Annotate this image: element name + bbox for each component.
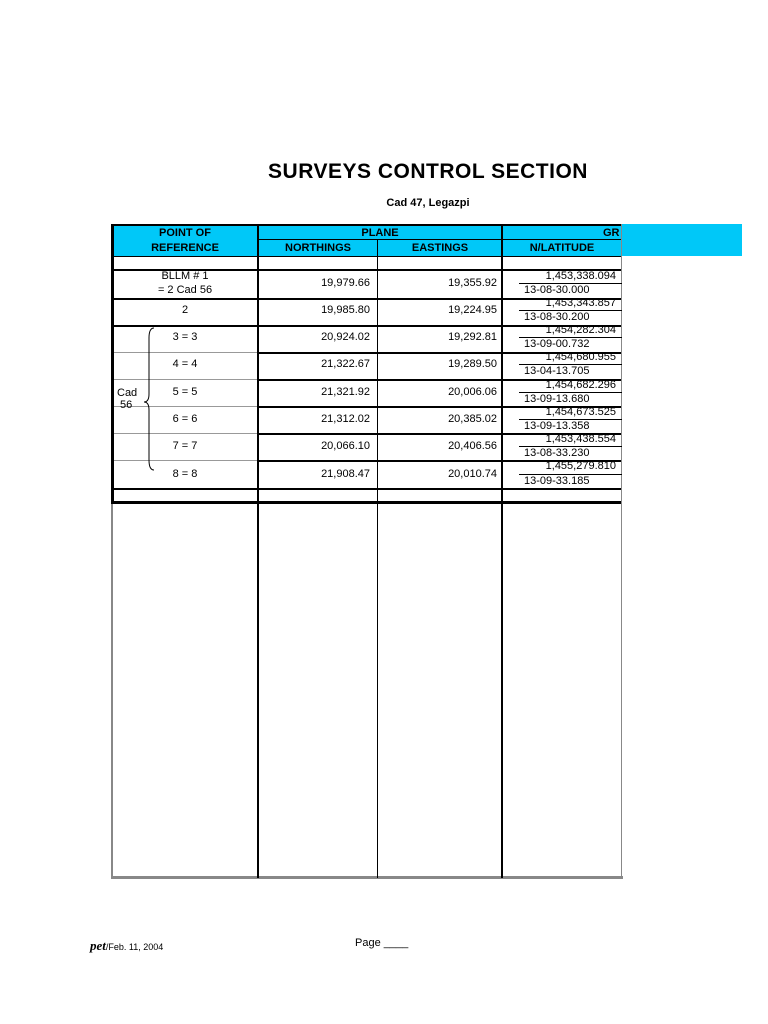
table-border-right [621, 224, 622, 878]
ref-row-line [112, 433, 258, 434]
page-subtitle: Cad 47, Legazpi [386, 197, 470, 209]
group-label-line-1: Cad [117, 387, 138, 399]
row-4-easting: 19,289.50 [448, 358, 497, 370]
row-6-northing: 21,312.02 [321, 413, 370, 425]
row-8-easting: 20,010.74 [448, 468, 497, 480]
footer-author: pet [90, 938, 106, 953]
row-5-easting: 20,006.06 [448, 386, 497, 398]
lat-sub-line [519, 364, 622, 365]
lat-sub-line [519, 283, 622, 284]
row-line [112, 488, 622, 490]
row-8-northing: 21,908.47 [321, 468, 370, 480]
lat-sub-line [519, 474, 622, 475]
header-plane: PLANE [361, 227, 399, 239]
row-8-lat-a: 1,455,279.810 [545, 460, 616, 472]
row-3-easting: 19,292.81 [448, 331, 497, 343]
header-gr: GR [603, 227, 620, 239]
lat-sub-line [519, 419, 622, 420]
row-2-northing: 19,985.80 [321, 304, 370, 316]
table-border-bottom [111, 876, 623, 879]
lat-sub-line [519, 392, 622, 393]
header-point-of: POINT OF [159, 227, 211, 239]
ref-row-line [112, 460, 258, 461]
ref-row-line [112, 352, 258, 353]
row-2-lat-b: 13-08-30.200 [524, 311, 590, 323]
row-6-easting: 20,385.02 [448, 413, 497, 425]
row-7-lat-b: 13-08-33.230 [524, 447, 590, 459]
row-1-ref-b: = 2 Cad 56 [157, 284, 213, 296]
data-bottom-line [112, 501, 622, 504]
row-7-northing: 20,066.10 [321, 440, 370, 452]
footer-author-date [90, 938, 163, 954]
lat-sub-line [519, 446, 622, 447]
group-label-line-2: 56 [120, 399, 133, 411]
row-1-easting: 19,355.92 [448, 277, 497, 289]
header-n-latitude: N/LATITUDE [529, 242, 595, 254]
row-5-lat-a: 1,454,682.296 [545, 379, 616, 391]
row-4-lat-a: 1,454,680.955 [545, 351, 616, 363]
header-bottom-line [112, 256, 622, 257]
row-3-ref: 3 = 3 [172, 331, 198, 343]
row-4-lat-b: 13-04-13.705 [524, 365, 590, 377]
row-4-ref: 4 = 4 [172, 358, 198, 370]
row-2-ref: 2 [181, 304, 189, 316]
row-6-ref: 6 = 6 [172, 413, 198, 425]
footer-page-number: Page ____ [355, 937, 409, 949]
table-border-left-lower [111, 504, 113, 878]
col-divider-eastings [501, 224, 503, 878]
row-3-lat-b: 13-09-00.732 [524, 338, 590, 350]
row-8-lat-b: 13-09-33.185 [524, 475, 590, 487]
row-1-lat-a: 1,453,338.094 [545, 270, 616, 282]
row-7-ref: 7 = 7 [172, 440, 198, 452]
row-5-lat-b: 13-09-13.680 [524, 393, 590, 405]
ref-row-line [112, 406, 258, 407]
row-6-lat-a: 1,454,673.525 [545, 406, 616, 418]
row-5-northing: 21,321.92 [321, 386, 370, 398]
row-3-northing: 20,924.02 [321, 331, 370, 343]
row-5-ref: 5 = 5 [172, 386, 198, 398]
row-3-lat-a: 1,454,282.304 [545, 324, 616, 336]
lat-sub-line [519, 310, 622, 311]
row-2-lat-a: 1,453,343.857 [545, 297, 616, 309]
row-1-lat-b: 13-08-30.000 [524, 284, 590, 296]
header-northings: NORTHINGS [285, 242, 351, 254]
row-7-easting: 20,406.56 [448, 440, 497, 452]
ref-row-line [112, 379, 258, 380]
col-divider-ref [257, 224, 259, 878]
header-eastings: EASTINGS [411, 242, 469, 254]
row-6-lat-b: 13-09-13.358 [524, 420, 590, 432]
table-border-top [112, 224, 622, 226]
row-7-lat-a: 1,453,438.554 [545, 433, 616, 445]
row-2-easting: 19,224.95 [448, 304, 497, 316]
row-1-ref-a: BLLM # 1 [161, 270, 209, 282]
footer-date: /Feb. 11, 2004 [105, 942, 164, 952]
page-title: SURVEYS CONTROL SECTION [268, 160, 588, 183]
row-8-ref: 8 = 8 [172, 468, 198, 480]
header-divider [258, 239, 622, 240]
lat-sub-line [519, 337, 622, 338]
row-4-northing: 21,322.67 [321, 358, 370, 370]
row-1-northing: 19,979.66 [321, 277, 370, 289]
header-reference: REFERENCE [151, 242, 219, 254]
